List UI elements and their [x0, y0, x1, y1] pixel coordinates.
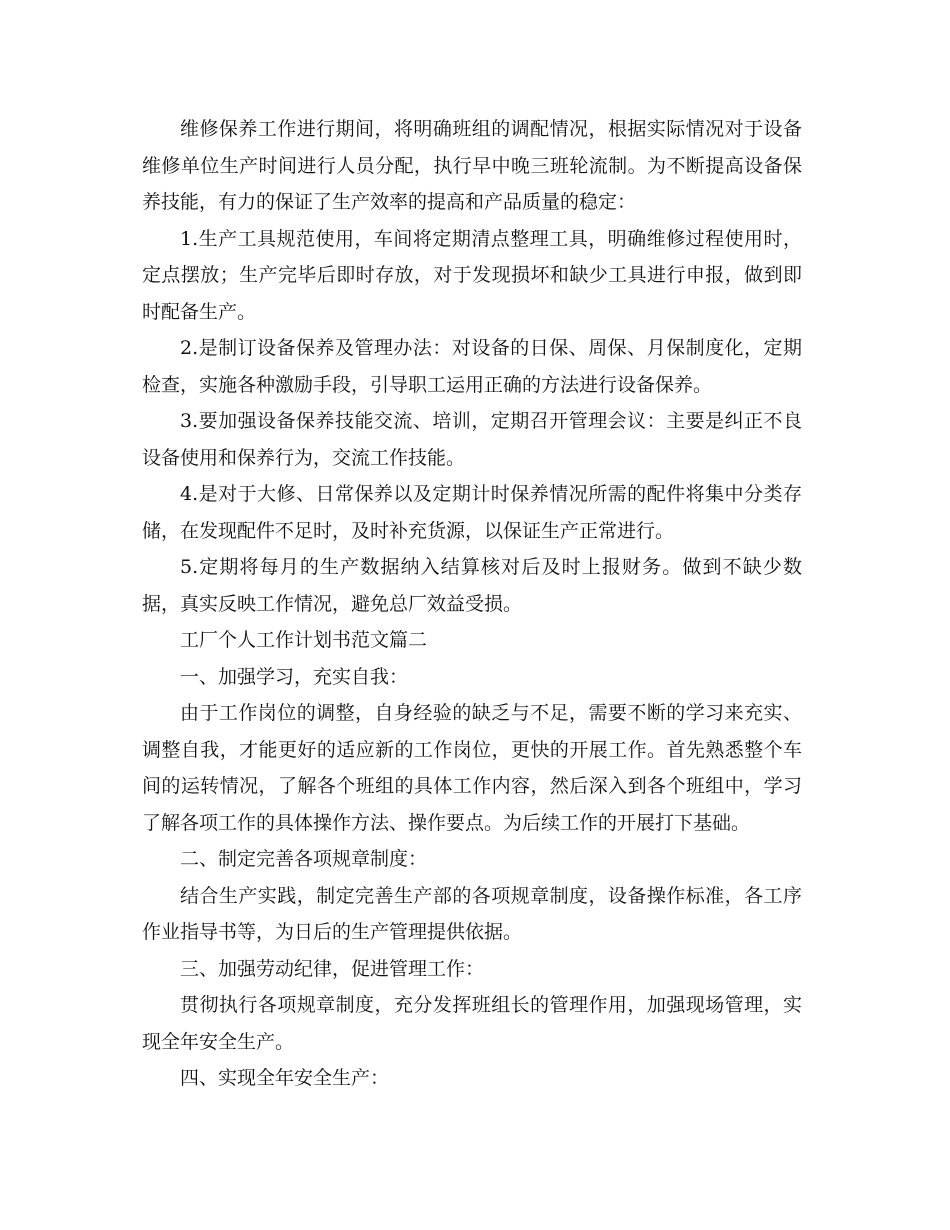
- section-heading: 一、加强学习，充实自我：: [180, 665, 409, 688]
- section-heading: 二、制定完善各项规章制度：: [180, 848, 428, 870]
- list-item: 4.是对于大修、日常保养以及定期计时保养情况所需的配件将集中分类存储，在发现配件不足时，及时补充货源，以保证生产正常进行。: [142, 483, 802, 542]
- list-item: 2.是制订设备保养及管理办法：对设备的日保、周保、月保制度化，定期检查，实施各种激励手段，引导职工运用正确的方法进行设备保养。: [142, 337, 802, 396]
- section-title: 工厂个人工作计划书范文篇二: [180, 629, 428, 651]
- list-item: 3.要加强设备保养技能交流、培训，定期召开管理会议：主要是纠正不良设备使用和保养行为，交流工作技能。: [142, 410, 802, 469]
- document-body: [142, 111, 802, 1097]
- list-item: 1.生产工具规范使用，车间将定期清点整理工具，明确维修过程使用时，定点摆放；生产完毕后即时存放，对于发现损坏和缺少工具进行申报，做到即时配备生产。: [142, 227, 802, 323]
- section-heading: 三、加强劳动纪律，促进管理工作：: [180, 957, 485, 980]
- section-heading: 四、实现全年安全生产：: [180, 1067, 390, 1089]
- paragraph: 由于工作岗位的调整，自身经验的缺乏与不足，需要不断的学习来充实、调整自我，才能更好的适应新的工作岗位，更快的开展工作。首先熟悉整个车间的运转情况，了解各个班组的具体工作内容，然后深入到各个班组中，学习了解各项工作的具体操作方法、操作要点。为后续工作的开展打下基础。: [142, 702, 802, 834]
- paragraph: 结合生产实践，制定完善生产部的各项规章制度，设备操作标准，各工序作业指导书等，为日后的生产管理提供依据。: [142, 884, 802, 943]
- list-item: 5.定期将每月的生产数据纳入结算核对后及时上报财务。做到不缺少数据，真实反映工作情况，避免总厂效益受损。: [142, 556, 802, 615]
- paragraph: 贯彻执行各项规章制度，充分发挥班组长的管理作用，加强现场管理，实现全年安全生产。: [142, 994, 802, 1053]
- paragraph: 维修保养工作进行期间，将明确班组的调配情况，根据实际情况对于设备维修单位生产时间进行人员分配，执行早中晚三班轮流制。为不断提高设备保养技能，有力的保证了生产效率的提高和产品质量的稳定：: [142, 118, 802, 213]
